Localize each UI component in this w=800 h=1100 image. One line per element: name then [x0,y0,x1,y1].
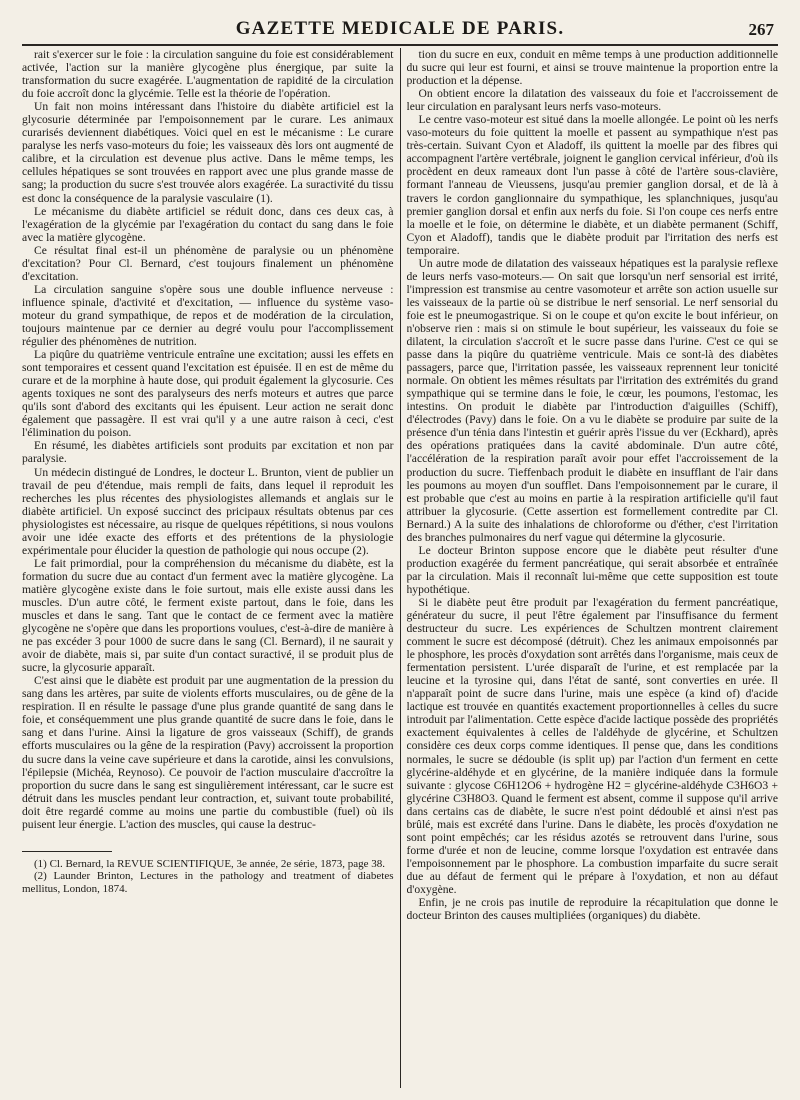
paragraph: Un médecin distingué de Londres, le docteur L. Brunton, vient de publier un travail de peu d'étendue, mais rempli de faits, dans lequel il reproduit les recherches les plus récentes des physiologistes allemands et anglais sur le diabète artificiel. Un exposé succinct des pricipaux résultats obtenus par ces physiologistes est nécessaire, au risque de quelques répétitions, si nous voulons avoir une idée exacte des efforts et des prétentions de la physiologie expérimentale pour élucider la question de pathologie qui nous occupe (2). [22,465,394,557]
footnote: (2) Launder Brinton, Lectures in the pathology and treatment of diabetes mellitus, London, 1874. [22,870,394,895]
paragraph: tion du sucre en eux, conduit en même temps à une production additionnelle du sucre qui leur est fourni, et ainsi se trouve maintenue la proportion entre la production et la dépense. [406,48,779,88]
page-header [22,14,778,46]
paragraph: On obtient encore la dilatation des vaisseaux du foie et l'accroissement de leur circulation en paralysant leurs nerfs vaso-moteurs. [406,87,779,114]
paragraph: La piqûre du quatrième ventricule entraîne une excitation; aussi les effets en sont temporaires et cessent quand l'excitation est épuisée. Il en est de même du curare et de la morphine à haute dose, qui produit également la glycosurie. Ces agents toxiques ne sont des paralyseurs des nerfs moteurs et autres que parce qu'ils sont d'abord des excitants qui les épuisent. Leur action ne serait donc également que passagère. Il est vrai qu'il y a une autre raison à ceci, c'est l'élimination du poison. [22,348,394,440]
footnote-separator [22,851,112,852]
paragraph: rait s'exercer sur le foie : la circulation sanguine du foie est considérablement activée, l'action sur la manière glycogène plus énergique, par suite la transformation du sucre exagérée. L'augmentation de rapidité de la circulation du foie accroît donc la glycémie. Telle est la théorie de l'opération. [22,48,394,101]
paragraph: Un fait non moins intéressant dans l'histoire du diabète artificiel est la glycosurie déterminée par l'empoisonnement par le curare. Les animaux curarisés deviennent diabétiques. Voici quel en est le mécanisme : Le curare paralyse les nerfs vaso-moteurs du foie; les vaisseaux dès lors ont augmenté de calibre, et la circulation est devenue plus active. Dans le même temps, les cellules hépatiques se sont trouvées en rapport avec une plus grande masse de sang; la production du sucre s'est trouvée alors exagérée. La suractivité du tissu est donc la conséquence de la paralysie vasculaire (1). [22,100,394,205]
paragraph: Un autre mode de dilatation des vaisseaux hépatiques est la paralysie reflexe de leurs nerfs vaso-moteurs.— On sait que lorsqu'un nerf sensorial est irrité, l'impression est transmise au centre vasomoteur et arrête son action usuelle sur les vaisseaux de la partie où se distribue le nerf sensorial. Le nerf sensorial du foie est le pneumogastrique. Si on le coupe et qu'on excite le bout inférieur, on n'observe rien : mais si on stimule le bout supérieur, les vaisseaux du foie se dilatent, la circulation s'accroît et le sucre passe dans l'urine. C'est ce qui se passe dans la piqûre du quatrième ventricule. Mais ce sont-là des diabètes passagers, parce que, l'irritation passée, les vaisseaux reprennent leur tonicité normale. On obtient les mêmes résultats par l'irritation des extrémités du grand sympathique qui se termine dans le foie, le cœur, les poumons, l'estomac, les intestins. On produit le diabète par l'introduction d'aiguilles (Schiff), d'électrodes (Pavy) dans le foie. On a vu le diabète se produire par suite de la présence d'un ténia dans l'intestin et guérir après l'issue du ver (Eckhard), après des opérations pratiquées dans la cavité abdominale. D'un autre côté, l'accélération de la respiration paraît avoir pour effet l'accroissement de la production du sucre. Tieffenbach produit le diabète en insufflant de l'air dans les poumons au moyen d'un soufflet. Dans l'empoisonnement par le curare, il est probable que c'est au moins en partie à la respiration artificielle qu'il faut attribuer la glycosurie. (Cette assertion est formellement contredite par Cl. Bernard.) A la suite des inhalations de chloroforme ou d'éther, c'est l'irritation des branches pulmonaires du nerf vague qui détermine la glycosurie. [406,256,779,544]
column-divider [400,48,401,1088]
footnote: (1) Cl. Bernard, la REVUE SCIENTIFIQUE, 3e année, 2e série, 1873, page 38. [34,857,385,870]
paragraph: La circulation sanguine s'opère sous une double influence nerveuse : influence spinale, d'activité et d'excitation, — influence du système vaso-moteur du grand sympathique, de repos et de modération de la circulation, toujours maintenue par ce dernier au degré voulu pour l'accomplissement régulier des phénomènes de nutrition. [22,282,394,349]
paragraph: Enfin, je ne crois pas inutile de reproduire la récapitulation que donne le docteur Brinton des causes multipliées (organiques) du diabète. [406,896,779,923]
paragraph: Le docteur Brinton suppose encore que le diabète peut résulter d'une production exagérée du ferment pancréatique, qui serait absorbée et entraînée par la circulation. Mais il reconnaît lui-même que cette supposition est toute hypothétique. [406,543,779,596]
paragraph: Le centre vaso-moteur est situé dans la moelle allongée. Le point où les nerfs vaso-moteurs du foie quittent la moelle et passent au sympathique n'est pas très-certain. Suivant Cyon et Aladoff, ils quittent la moelle par des fibres qui accompagnent l'artère vertébrale, joignent le ganglion cervical inférieur, d'où ils procèdent en deux rameaux dont l'un passe à côté de l'artère sous-clavière, formant l'anneau de Vieussens, jusqu'au premier ganglion dorsal, et de là à travers le cordon ganglionnaire du sympathique, les splanchniques, jusqu'au premier ganglion dorsal et enfin aux nerfs du foie. Si l'on coupe ces nerfs entre la moelle et le foie, on détermine le diabète, et un diabète permanent (Schiff, Cyon et Aladoff), tandis que le diabète produit par l'irritation des nerfs est temporaire. [406,113,779,257]
paragraph: Ce résultat final est-il un phénomène de paralysie ou un phénomène d'excitation? Pour Cl. Bernard, c'est toujours finalement un phénomène d'excitation. [22,243,394,283]
paragraph: Le fait primordial, pour la compréhension du mécanisme du diabète, est la formation du sucre due au contact d'un ferment avec la matière glycogène. La matière glycogène existe dans le foie surtout, mais elle existe aussi dans les muscles. D'un autre côté, le ferment existe partout, dans le foie, dans les muscles et dans le sang. Tant que le contact de ce ferment avec la matière glycogène ne s'opère que dans les proportions voulues, c'est-à-dire de manière à ne pas excéder 3 pour 1000 de sucre dans le sang (Cl. Bernard), il ne saurait y avoir de diabète, mais si, par suite d'un contact suractivé, il se produit plus de sucre, la glycosurie apparaît. [22,556,394,675]
left-column [22,48,394,1088]
page-number: 267 [748,20,774,39]
paragraph: Si le diabète peut être produit par l'exagération du ferment pancréatique, générateur du sucre, il peut l'être également par l'insuffisance du ferment destructeur du sucre. Les expériences de Schultzen montrent clairement comment le sucre est décomposé (détruit). Chez les animaux empoisonnés par le phosphore, les procès d'oxydation sont arrêtés dans l'organisme, mais ceux de fermentation persistent. L'urée disparaît de l'urine, et est remplacée par la leucine et la tyrosine qui, dans l'état de santé, sont converties en urée. Il n'apparaît point de sucre dans l'urine, mais une espèce (a kind of) d'acide lactique est trouvée en quantités exactement proportionnelles à celles du sucre introduit par l'alimentation. Cette espèce d'acide lactique possède des propriétés exactement équivalentes à celles de l'aldéhyde de glycérine, et Schultzen considère ces deux corps comme identiques. Il pense que, dans les conditions normales, le sucre se dédouble (is split up) par l'action d'un ferment en cette glycérine-aldéhyde et en glycérine, de la manière indiquée dans la formule suivante : glycose C6H12O6 + hydrogène H2 = glycérine-aldéhyde C3H6O3 + glycérine C3H8O3. Quand le ferment est absent, comme il suppose qu'il arrive dans certains cas de diabète, le sucre n'est point dédoublé et ainsi n'est pas brûlé, mais est excrété dans l'urine. Dans le diabète, les procès d'oxydation ne sont point empêchés; car les résidus azotés se retrouvent dans l'urine, sous forme d'urée et non de leucine, comme lorsque l'oxydation est entravée dans l'empoisonnement par le phosphore. La combustion imparfaite du sucre serait due au défaut de ferment qui le prépare à l'oxydation, et non au défaut d'oxygène. [406,595,779,896]
journal-title: GAZETTE MEDICALE DE PARIS. [235,18,565,39]
text-columns [22,48,778,1088]
paragraph: Le mécanisme du diabète artificiel se réduit donc, dans ces deux cas, à l'exagération de la glycémie par l'exagération du contact du sang dans le foie avec la matière glycogène. [22,204,394,244]
right-column [407,48,779,1088]
paragraph: En résumé, les diabètes artificiels sont produits par excitation et non par paralysie. [22,439,394,466]
paragraph: C'est ainsi que le diabète est produit par une augmentation de la pression du sang dans les artères, par suite de violents efforts musculaires, ou de gêne de la respiration. Il en résulte le passage d'une plus grande quantité de sang dans le foie, et conséquemment une plus grande quantité de sucre dans le foie, dans le sang et dans l'urine. Ainsi la ligature de gros vaisseaux (Schiff), de grands efforts musculaires ou la gêne de la respiration (Pavy) accroissent la proportion du sucre dans la veine cave supérieure et dans la carotide, ainsi les convulsions, l'épilepsie (Michéa, Reynoso). Ce pouvoir de l'action musculaire d'accroître la proportion du sucre dans le sang est singulièrement intéressant, car le sucre est détruit dans les muscles pendant leur contraction, et, suivant toute probabilité, doit être regardé comme au moins une partie du combustible (fuel) où ils puisent leur énergie. L'action des muscles, qui cause la destruc- [22,674,394,831]
